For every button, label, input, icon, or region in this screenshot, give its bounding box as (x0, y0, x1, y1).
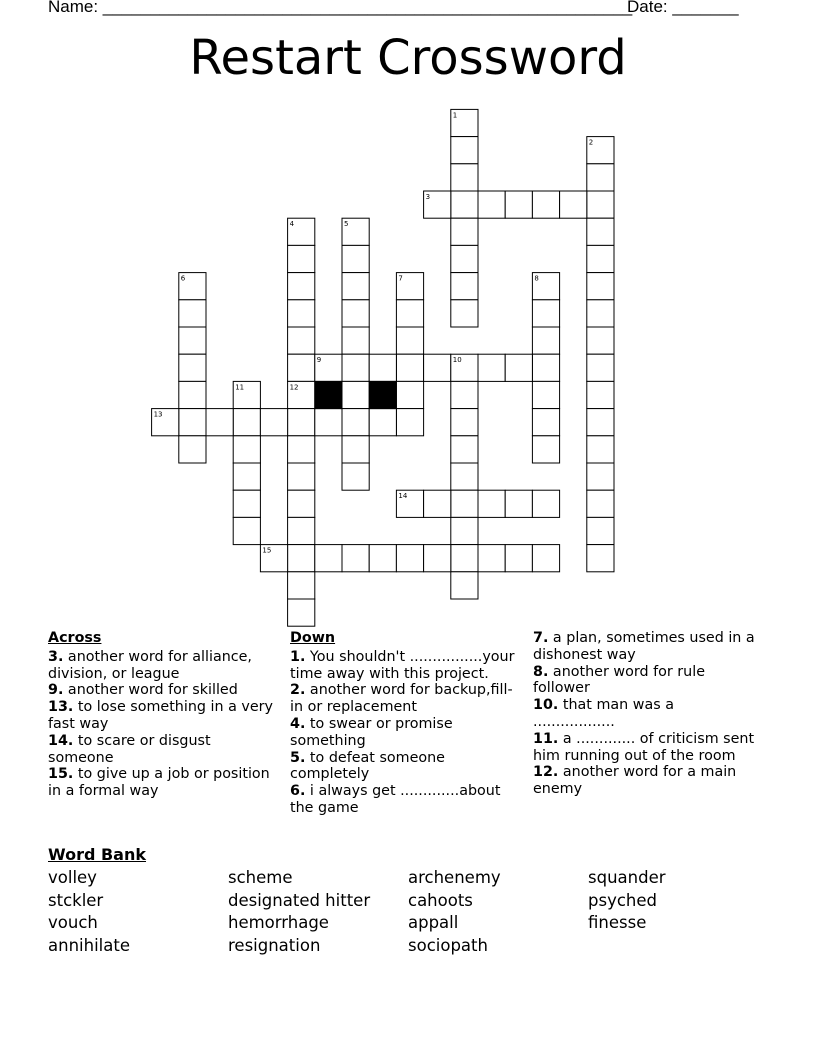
clue-number: 15. (48, 766, 74, 783)
grid-cell[interactable] (369, 545, 396, 572)
grid-cell[interactable] (532, 545, 559, 572)
grid-cell[interactable] (396, 409, 423, 436)
clue-number: 4. (290, 715, 306, 732)
word-bank-item: psyched (588, 890, 657, 910)
grid-cell[interactable] (587, 327, 614, 354)
cell-number-13: 13 (153, 410, 163, 419)
grid-cell[interactable] (451, 273, 478, 300)
grid-cell[interactable] (587, 517, 614, 544)
word-bank-heading: Word Bank (48, 845, 147, 864)
grid-cell[interactable] (369, 409, 396, 436)
cell-number-15: 15 (262, 546, 272, 555)
grid-cell[interactable] (288, 436, 315, 463)
grid-cell[interactable] (587, 218, 614, 245)
grid-cell[interactable] (342, 245, 369, 272)
across-heading: Across (48, 630, 102, 646)
grid-cell[interactable] (342, 436, 369, 463)
grid-cell[interactable] (451, 572, 478, 599)
clue-text: a plan, sometimes used in a dishonest way (533, 630, 755, 663)
grid-cell[interactable] (587, 381, 614, 408)
clue-across-9 (48, 682, 280, 699)
grid-cell[interactable] (288, 354, 315, 381)
cell-number-9: 9 (316, 356, 322, 365)
down-clues-continued (533, 630, 755, 798)
grid-cell[interactable] (532, 327, 559, 354)
grid-cell[interactable] (532, 490, 559, 517)
word-bank-item: appall (408, 913, 459, 932)
grid-cell[interactable] (587, 273, 614, 300)
cell-number-4: 4 (289, 220, 295, 229)
word-bank-item: finesse (588, 913, 647, 932)
clue-down-6 (290, 783, 524, 817)
grid-cell[interactable] (587, 490, 614, 517)
grid-cell[interactable] (424, 354, 451, 381)
clue-text: i always get .............about the game (290, 783, 501, 816)
clue-number: 8. (533, 663, 549, 680)
grid-cell[interactable] (288, 327, 315, 354)
grid-cell[interactable] (233, 517, 260, 544)
clue-number: 9. (48, 682, 64, 699)
black-cell (369, 381, 396, 408)
word-bank-item: sociopath (408, 935, 488, 955)
clue-text: to swear or promise something (290, 715, 453, 749)
down-heading: Down (290, 630, 336, 646)
grid-cell[interactable] (587, 164, 614, 191)
grid-cell[interactable] (315, 545, 342, 572)
grid-cell[interactable] (179, 300, 206, 327)
clue-text: to lose something in a very fast way (48, 699, 273, 732)
clue-number: 1. (290, 648, 306, 665)
name-line[interactable]: Name: ________________________________________________________ (48, 0, 633, 16)
clue-text: to scare or disgust someone (48, 732, 211, 766)
grid-cell[interactable] (288, 300, 315, 327)
grid-cell[interactable] (233, 463, 260, 490)
grid-cell[interactable] (179, 436, 206, 463)
grid-cell[interactable] (179, 354, 206, 381)
word-bank-item: resignation (228, 935, 321, 955)
grid-cell[interactable] (451, 164, 478, 191)
cell-number-1: 1 (452, 111, 458, 120)
grid-cell[interactable] (342, 545, 369, 572)
grid-cell[interactable] (587, 436, 614, 463)
grid-cell[interactable] (233, 436, 260, 463)
grid-cell[interactable] (179, 409, 206, 436)
clue-text: to give up a job or position in a formal way (48, 766, 270, 800)
clue-across-14 (48, 733, 280, 767)
grid-cell[interactable] (451, 436, 478, 463)
clue-down-5 (290, 750, 524, 784)
cell-number-14: 14 (398, 492, 408, 501)
grid-cell[interactable] (451, 409, 478, 436)
clue-text: another word for backup,fill- in or replacement (290, 682, 513, 716)
clue-text: to defeat someone completely (290, 749, 445, 783)
grid-cell[interactable] (424, 490, 451, 517)
grid-cell[interactable] (288, 463, 315, 490)
grid-cell[interactable] (260, 409, 287, 436)
word-bank-item: hemorrhage (228, 913, 329, 932)
grid-cell[interactable] (478, 354, 505, 381)
clue-down-12 (533, 764, 755, 798)
clue-down-2 (290, 682, 524, 716)
grid-cell[interactable] (451, 191, 478, 218)
cell-number-3: 3 (425, 193, 431, 201)
clue-across-3 (48, 649, 280, 683)
word-bank-column-3 (408, 867, 501, 957)
clue-number: 5. (290, 749, 306, 766)
grid-cell[interactable] (315, 409, 342, 436)
word-bank-column-4 (588, 867, 666, 935)
clue-number: 14. (48, 732, 74, 749)
grid-cell[interactable] (288, 517, 315, 544)
grid-cell[interactable] (587, 354, 614, 381)
grid-cell[interactable] (505, 354, 532, 381)
clue-number: 13. (48, 699, 74, 716)
cell-number-2: 2 (588, 138, 594, 147)
grid-cell[interactable] (451, 490, 478, 517)
grid-cell[interactable] (587, 463, 614, 490)
clue-number: 10. (533, 697, 559, 714)
word-bank-item: squander (588, 868, 666, 887)
grid-cell[interactable] (179, 381, 206, 408)
grid-cell[interactable] (451, 545, 478, 572)
grid-cell[interactable] (342, 354, 369, 381)
clue-down-11 (533, 731, 755, 765)
word-bank-item: vouch (48, 913, 98, 932)
clue-number: 6. (290, 783, 306, 800)
grid-cell[interactable] (532, 191, 559, 218)
grid-cell[interactable] (424, 545, 451, 572)
grid-cell[interactable] (396, 300, 423, 327)
cell-number-6: 6 (180, 274, 186, 283)
grid-cell[interactable] (288, 273, 315, 300)
date-line[interactable]: Date: _______ (627, 0, 739, 16)
grid-cell[interactable] (342, 409, 369, 436)
grid-cell[interactable] (505, 545, 532, 572)
cell-number-5: 5 (344, 220, 349, 229)
word-bank-column-1 (48, 867, 130, 957)
grid-cell[interactable] (532, 436, 559, 463)
grid-cell[interactable] (587, 545, 614, 572)
grid-cell[interactable] (233, 409, 260, 436)
word-bank-item: cahoots (408, 890, 473, 910)
grid-cell[interactable] (342, 300, 369, 327)
grid-cell[interactable] (451, 218, 478, 245)
grid-cell[interactable] (233, 490, 260, 517)
clue-number: 12. (533, 764, 559, 781)
grid-cell[interactable] (288, 545, 315, 572)
grid-cell[interactable] (288, 490, 315, 517)
clue-text: another word for a main enemy (533, 764, 737, 798)
clue-down-10 (533, 697, 755, 731)
grid-cell[interactable] (396, 327, 423, 354)
grid-cell[interactable] (505, 490, 532, 517)
grid-cell[interactable] (288, 572, 315, 599)
grid-cell[interactable] (288, 599, 315, 626)
clue-number: 2. (290, 682, 306, 699)
grid-cell[interactable] (451, 463, 478, 490)
clue-text: another word for rule follower (533, 663, 705, 697)
grid-cell[interactable] (451, 517, 478, 544)
grid-cell[interactable] (342, 273, 369, 300)
clue-number: 11. (533, 730, 559, 747)
word-bank-item: designated hitter (228, 890, 371, 910)
grid-cell[interactable] (532, 300, 559, 327)
cell-number-8: 8 (534, 274, 539, 283)
word-bank-item: archenemy (408, 868, 501, 887)
grid-cell[interactable] (396, 545, 423, 572)
grid-cell[interactable] (587, 300, 614, 327)
grid-cell[interactable] (451, 381, 478, 408)
grid-cell[interactable] (288, 409, 315, 436)
across-clues (48, 630, 280, 800)
grid-cell[interactable] (342, 327, 369, 354)
clue-across-15 (48, 766, 280, 800)
grid-cell[interactable] (587, 409, 614, 436)
clue-text: another word for skilled (63, 682, 238, 699)
word-bank-item: scheme (228, 868, 293, 887)
cell-number-11: 11 (235, 383, 245, 392)
clue-text: another word for alliance, division, or league (48, 648, 252, 682)
word-bank-item: stckler (48, 890, 104, 910)
grid-cell[interactable] (560, 191, 587, 218)
cell-number-12: 12 (289, 383, 299, 392)
grid-cell[interactable] (478, 545, 505, 572)
cell-number-7: 7 (398, 274, 403, 283)
grid-cell[interactable] (587, 191, 614, 218)
grid-cell[interactable] (369, 354, 396, 381)
grid-cell[interactable] (451, 137, 478, 164)
down-clues (290, 630, 524, 817)
grid-cell[interactable] (342, 463, 369, 490)
grid-cell[interactable] (587, 245, 614, 272)
clue-down-4 (290, 716, 524, 750)
grid-cell[interactable] (478, 191, 505, 218)
clue-down-8 (533, 664, 755, 698)
clue-text: a ............. of criticism sent him running out of the room (533, 730, 755, 764)
black-cell (315, 381, 342, 408)
word-bank-column-2 (228, 867, 370, 957)
grid-cell[interactable] (288, 245, 315, 272)
grid-cell[interactable] (396, 354, 423, 381)
grid-cell[interactable] (532, 409, 559, 436)
grid-cell[interactable] (396, 381, 423, 408)
clue-text: that man was a .................. (533, 697, 674, 730)
grid-cell[interactable] (451, 300, 478, 327)
clue-number: 3. (48, 648, 64, 665)
grid-cell[interactable] (532, 354, 559, 381)
grid-cell[interactable] (478, 490, 505, 517)
grid-cell[interactable] (206, 409, 233, 436)
clue-text: You shouldn't ................your time away with this project. (290, 648, 515, 682)
word-bank-item: annihilate (48, 935, 130, 955)
puzzle-title: Restart Crossword (189, 30, 627, 86)
word-bank-item: volley (48, 868, 97, 887)
cell-number-10: 10 (452, 356, 462, 365)
clue-across-13 (48, 699, 280, 733)
grid-cell[interactable] (179, 327, 206, 354)
grid-cell[interactable] (532, 381, 559, 408)
clue-down-7 (533, 630, 755, 664)
clue-down-1 (290, 649, 524, 683)
clue-number: 7. (533, 630, 549, 646)
grid-cell[interactable] (505, 191, 532, 218)
grid-cell[interactable] (342, 381, 369, 408)
grid-cell[interactable] (451, 245, 478, 272)
